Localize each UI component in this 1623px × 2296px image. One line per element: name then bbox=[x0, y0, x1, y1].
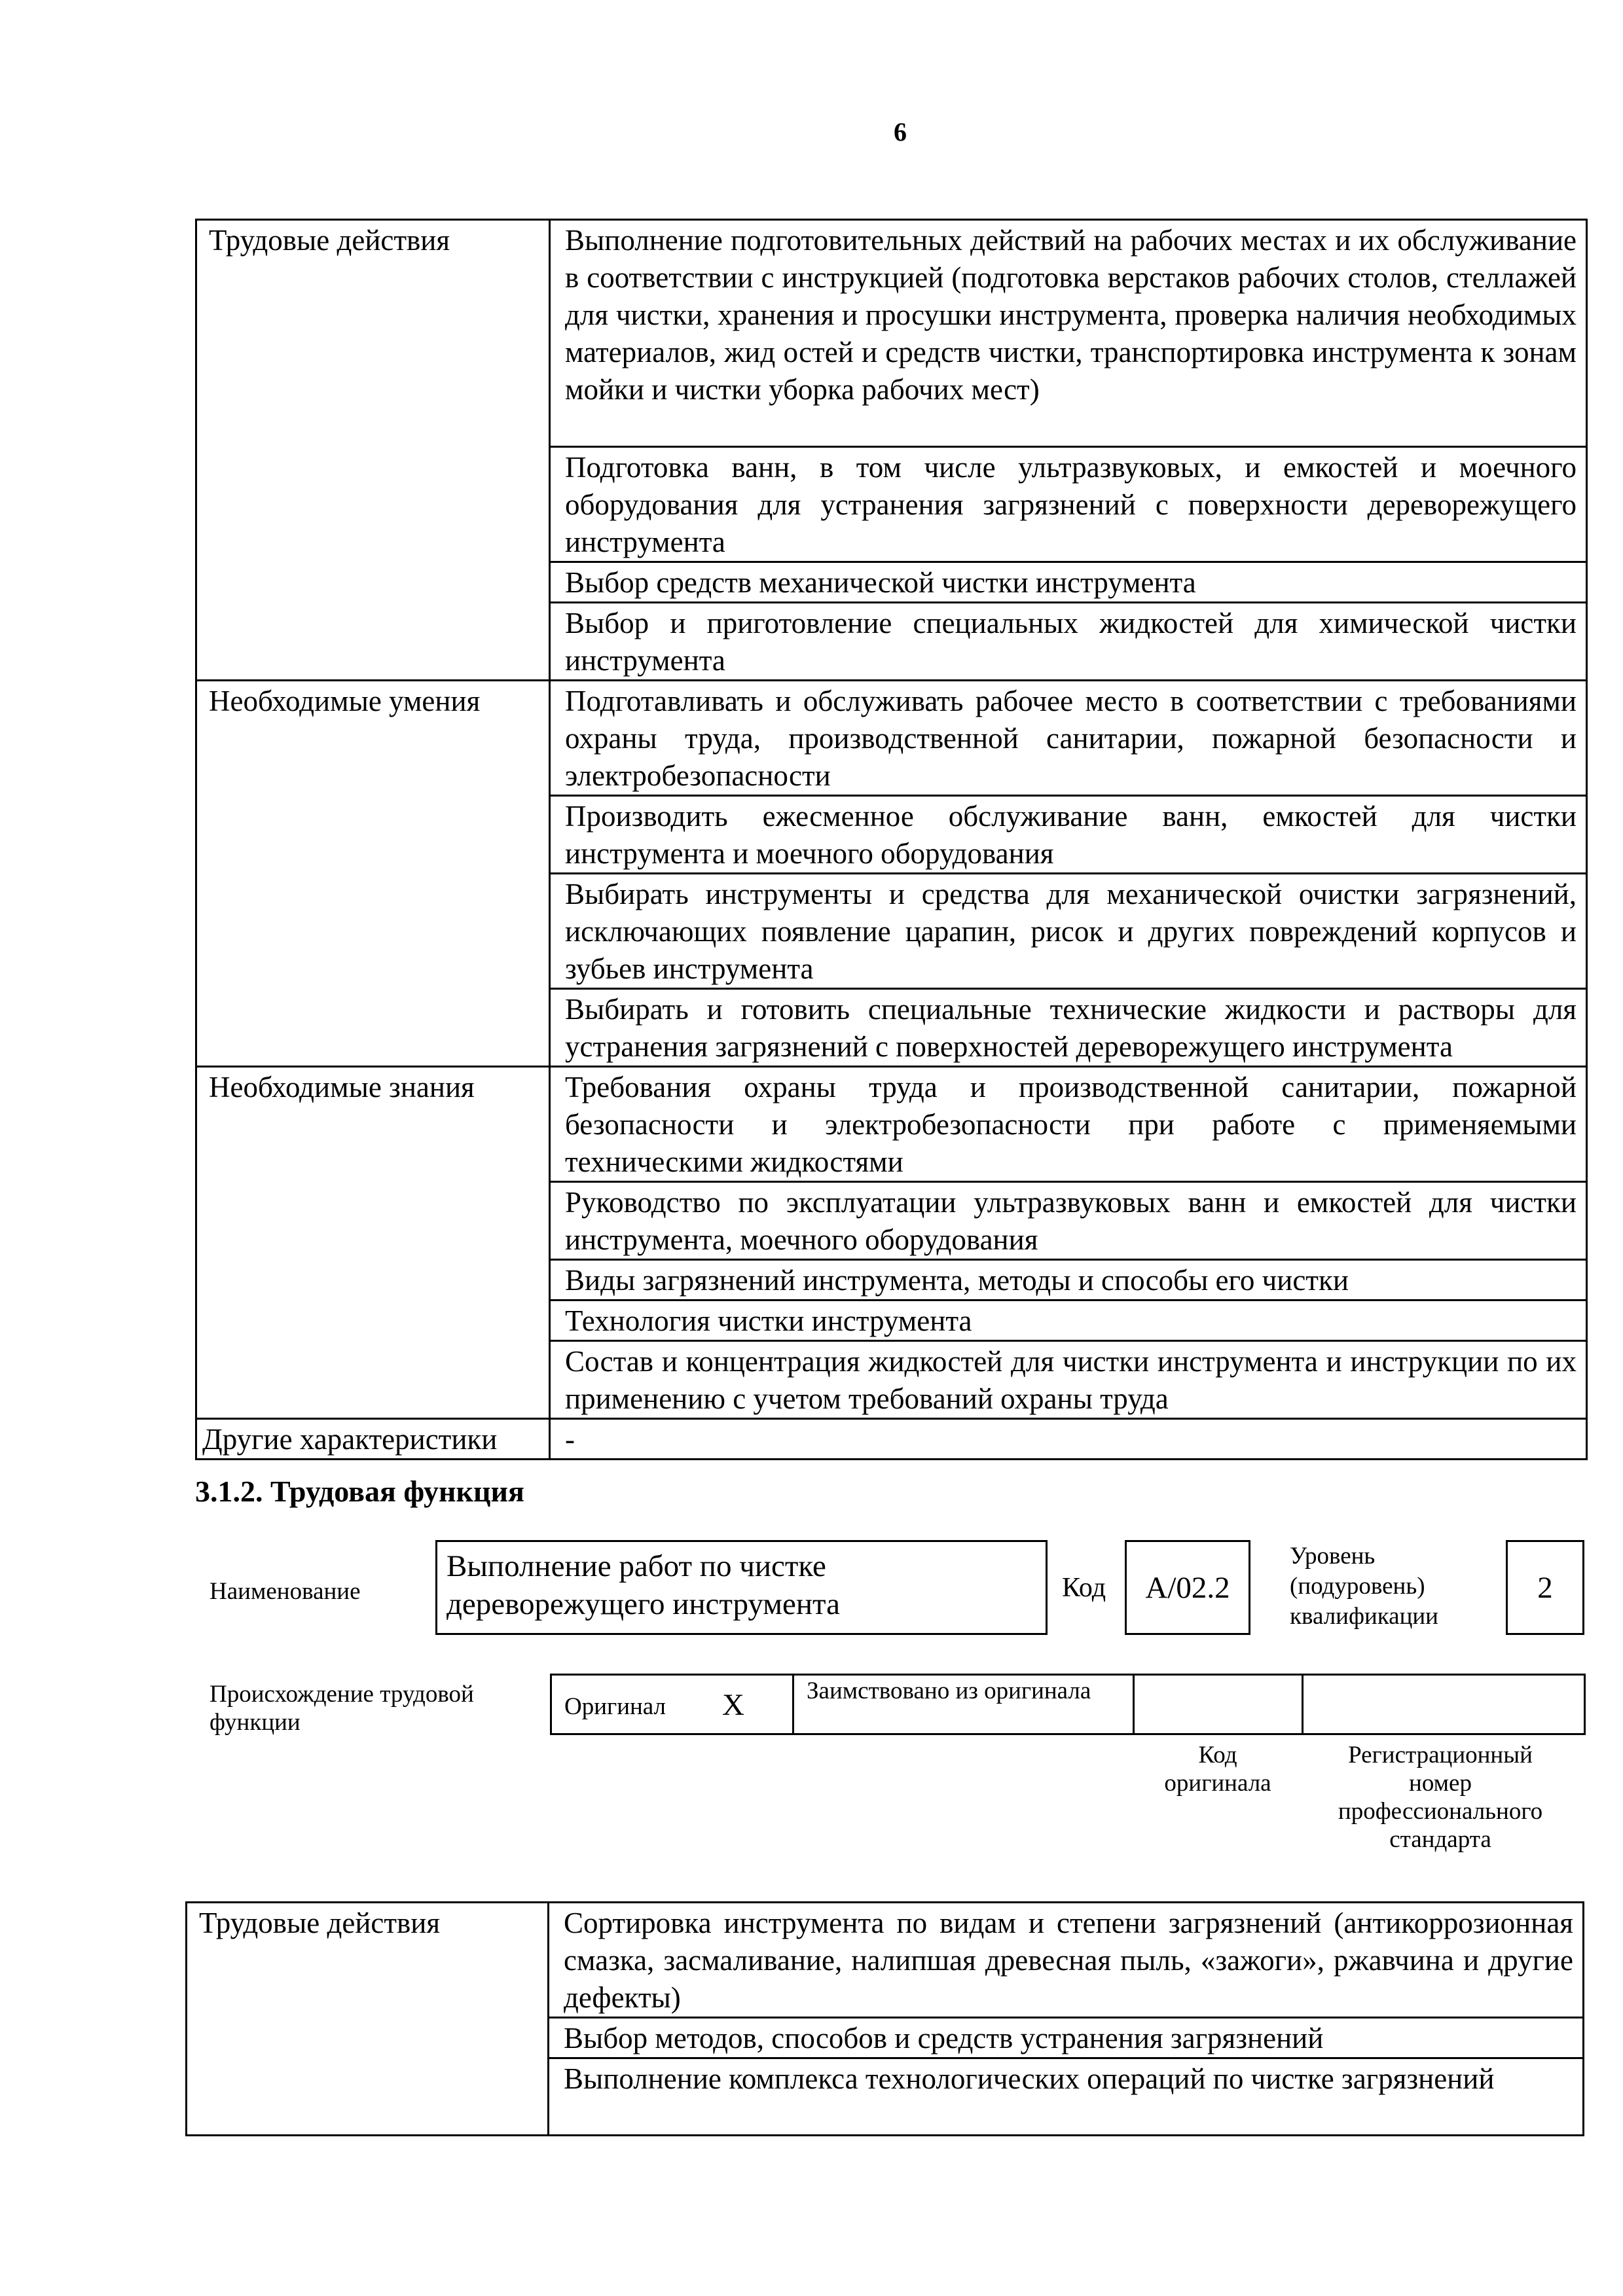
page-number: 6 bbox=[894, 117, 907, 147]
required-skill-item: Подготавливать и обслуживать рабочее место в соответствии с требованиями охраны труда, производственной санитарии, пожарной безопасности и электробезопасности bbox=[550, 681, 1587, 796]
code-value: A/02.2 bbox=[1145, 1571, 1230, 1605]
original-label: Оригинал bbox=[564, 1693, 666, 1720]
row-label-required-knowledge: Необходимые знания bbox=[196, 1067, 550, 1419]
code-label: Код bbox=[1062, 1573, 1106, 1603]
qualification-level-label: Уровень (подуровень) квалификации bbox=[1290, 1543, 1438, 1630]
required-skill-item: Выбирать и готовить специальные технические жидкости и растворы для устранения загрязнений с поверхностей дереворежущего инструмента bbox=[550, 989, 1587, 1067]
row-label-labor-actions: Трудовые действия bbox=[196, 220, 550, 681]
origin-label: Происхождение трудовой функции bbox=[210, 1681, 474, 1736]
labor-action-item: Выбор и приготовление специальных жидкостей для химической чистки инструмента bbox=[550, 603, 1587, 681]
row-label-other-characteristics: Другие характеристики bbox=[196, 1419, 550, 1460]
required-skill-item: Выбирать инструменты и средства для механической очистки загрязнений, исключающих появление царапин, рисок и других повреждений корпусов и зубьев инструмента bbox=[550, 874, 1587, 989]
table-row bbox=[187, 1903, 1584, 2018]
required-knowledge-item: Требования охраны труда и производственной санитарии, пожарной безопасности и электробезопасности при работе с применяемыми техническими жидкостями bbox=[550, 1067, 1587, 1182]
row-label-labor-actions: Трудовые действия bbox=[187, 1903, 549, 2136]
required-knowledge-item: Технология чистки инструмента bbox=[550, 1300, 1587, 1341]
required-knowledge-item: Состав и концентрация жидкостей для чистки инструмента и инструкции по их применению с учетом требований охраны труда bbox=[550, 1341, 1587, 1419]
required-skill-item: Производить ежесменное обслуживание ванн, емкостей для чистки инструмента и моечного оборудования bbox=[550, 796, 1587, 874]
code-original-caption: Код оригинала bbox=[1164, 1742, 1271, 1797]
labor-function-table-2 bbox=[185, 1901, 1584, 2136]
registration-number-caption: Регистрационный номер профессионального стандарта bbox=[1338, 1742, 1543, 1853]
labor-action-item: Сортировка инструмента по видам и степени загрязнений (антикоррозионная смазка, засмаливание, налипшая древесная пыль, «зажоги», ржавчина и другие дефекты) bbox=[549, 1903, 1584, 2018]
required-knowledge-item: Руководство по эксплуатации ультразвуковых ванн и емкостей для чистки инструмента, моечного оборудования bbox=[550, 1182, 1587, 1260]
table-row bbox=[196, 1419, 1587, 1460]
name-label: Наименование bbox=[210, 1578, 361, 1605]
labor-function-table-1 bbox=[195, 219, 1588, 1460]
original-checkmark: X bbox=[722, 1688, 744, 1722]
borrowed-label: Заимствовано из оригинала bbox=[807, 1677, 1091, 1704]
labor-action-item: Выполнение подготовительных действий на рабочих местах и их обслуживание в соответствии с инструкцией (подготовка верстаков рабочих столов, стеллажей для чистки, хранения и просушки инструмента, проверка наличия необходимых материалов, жид остей и средств чистки, транспортировка инструмента к зонам мойки и чистки уборка рабочих мест) bbox=[550, 220, 1587, 447]
labor-action-item: Выбор методов, способов и средств устранения загрязнений bbox=[549, 2018, 1584, 2058]
row-label-required-skills: Необходимые умения bbox=[196, 681, 550, 1067]
level-value: 2 bbox=[1537, 1571, 1553, 1605]
other-characteristics-item: - bbox=[550, 1419, 1587, 1460]
required-knowledge-item: Виды загрязнений инструмента, методы и способы его чистки bbox=[550, 1260, 1587, 1300]
table-row bbox=[196, 1067, 1587, 1182]
section-heading: 3.1.2. Трудовая функция bbox=[195, 1475, 524, 1508]
origin-divider bbox=[1302, 1674, 1304, 1735]
labor-action-item: Подготовка ванн, в том числе ультразвуковых, и емкостей и моечного оборудования для устранения загрязнений с поверхности дереворежущего инструмента bbox=[550, 447, 1587, 562]
labor-action-item: Выполнение комплекса технологических операций по чистке загрязнений bbox=[549, 2058, 1584, 2136]
function-name-value: Выполнение работ по чистке дереворежущего инструмента bbox=[447, 1549, 841, 1621]
table-row bbox=[196, 220, 1587, 447]
table-row bbox=[196, 681, 1587, 796]
labor-action-item: Выбор средств механической чистки инструмента bbox=[550, 562, 1587, 603]
origin-divider bbox=[1133, 1674, 1135, 1735]
origin-divider bbox=[792, 1674, 794, 1735]
